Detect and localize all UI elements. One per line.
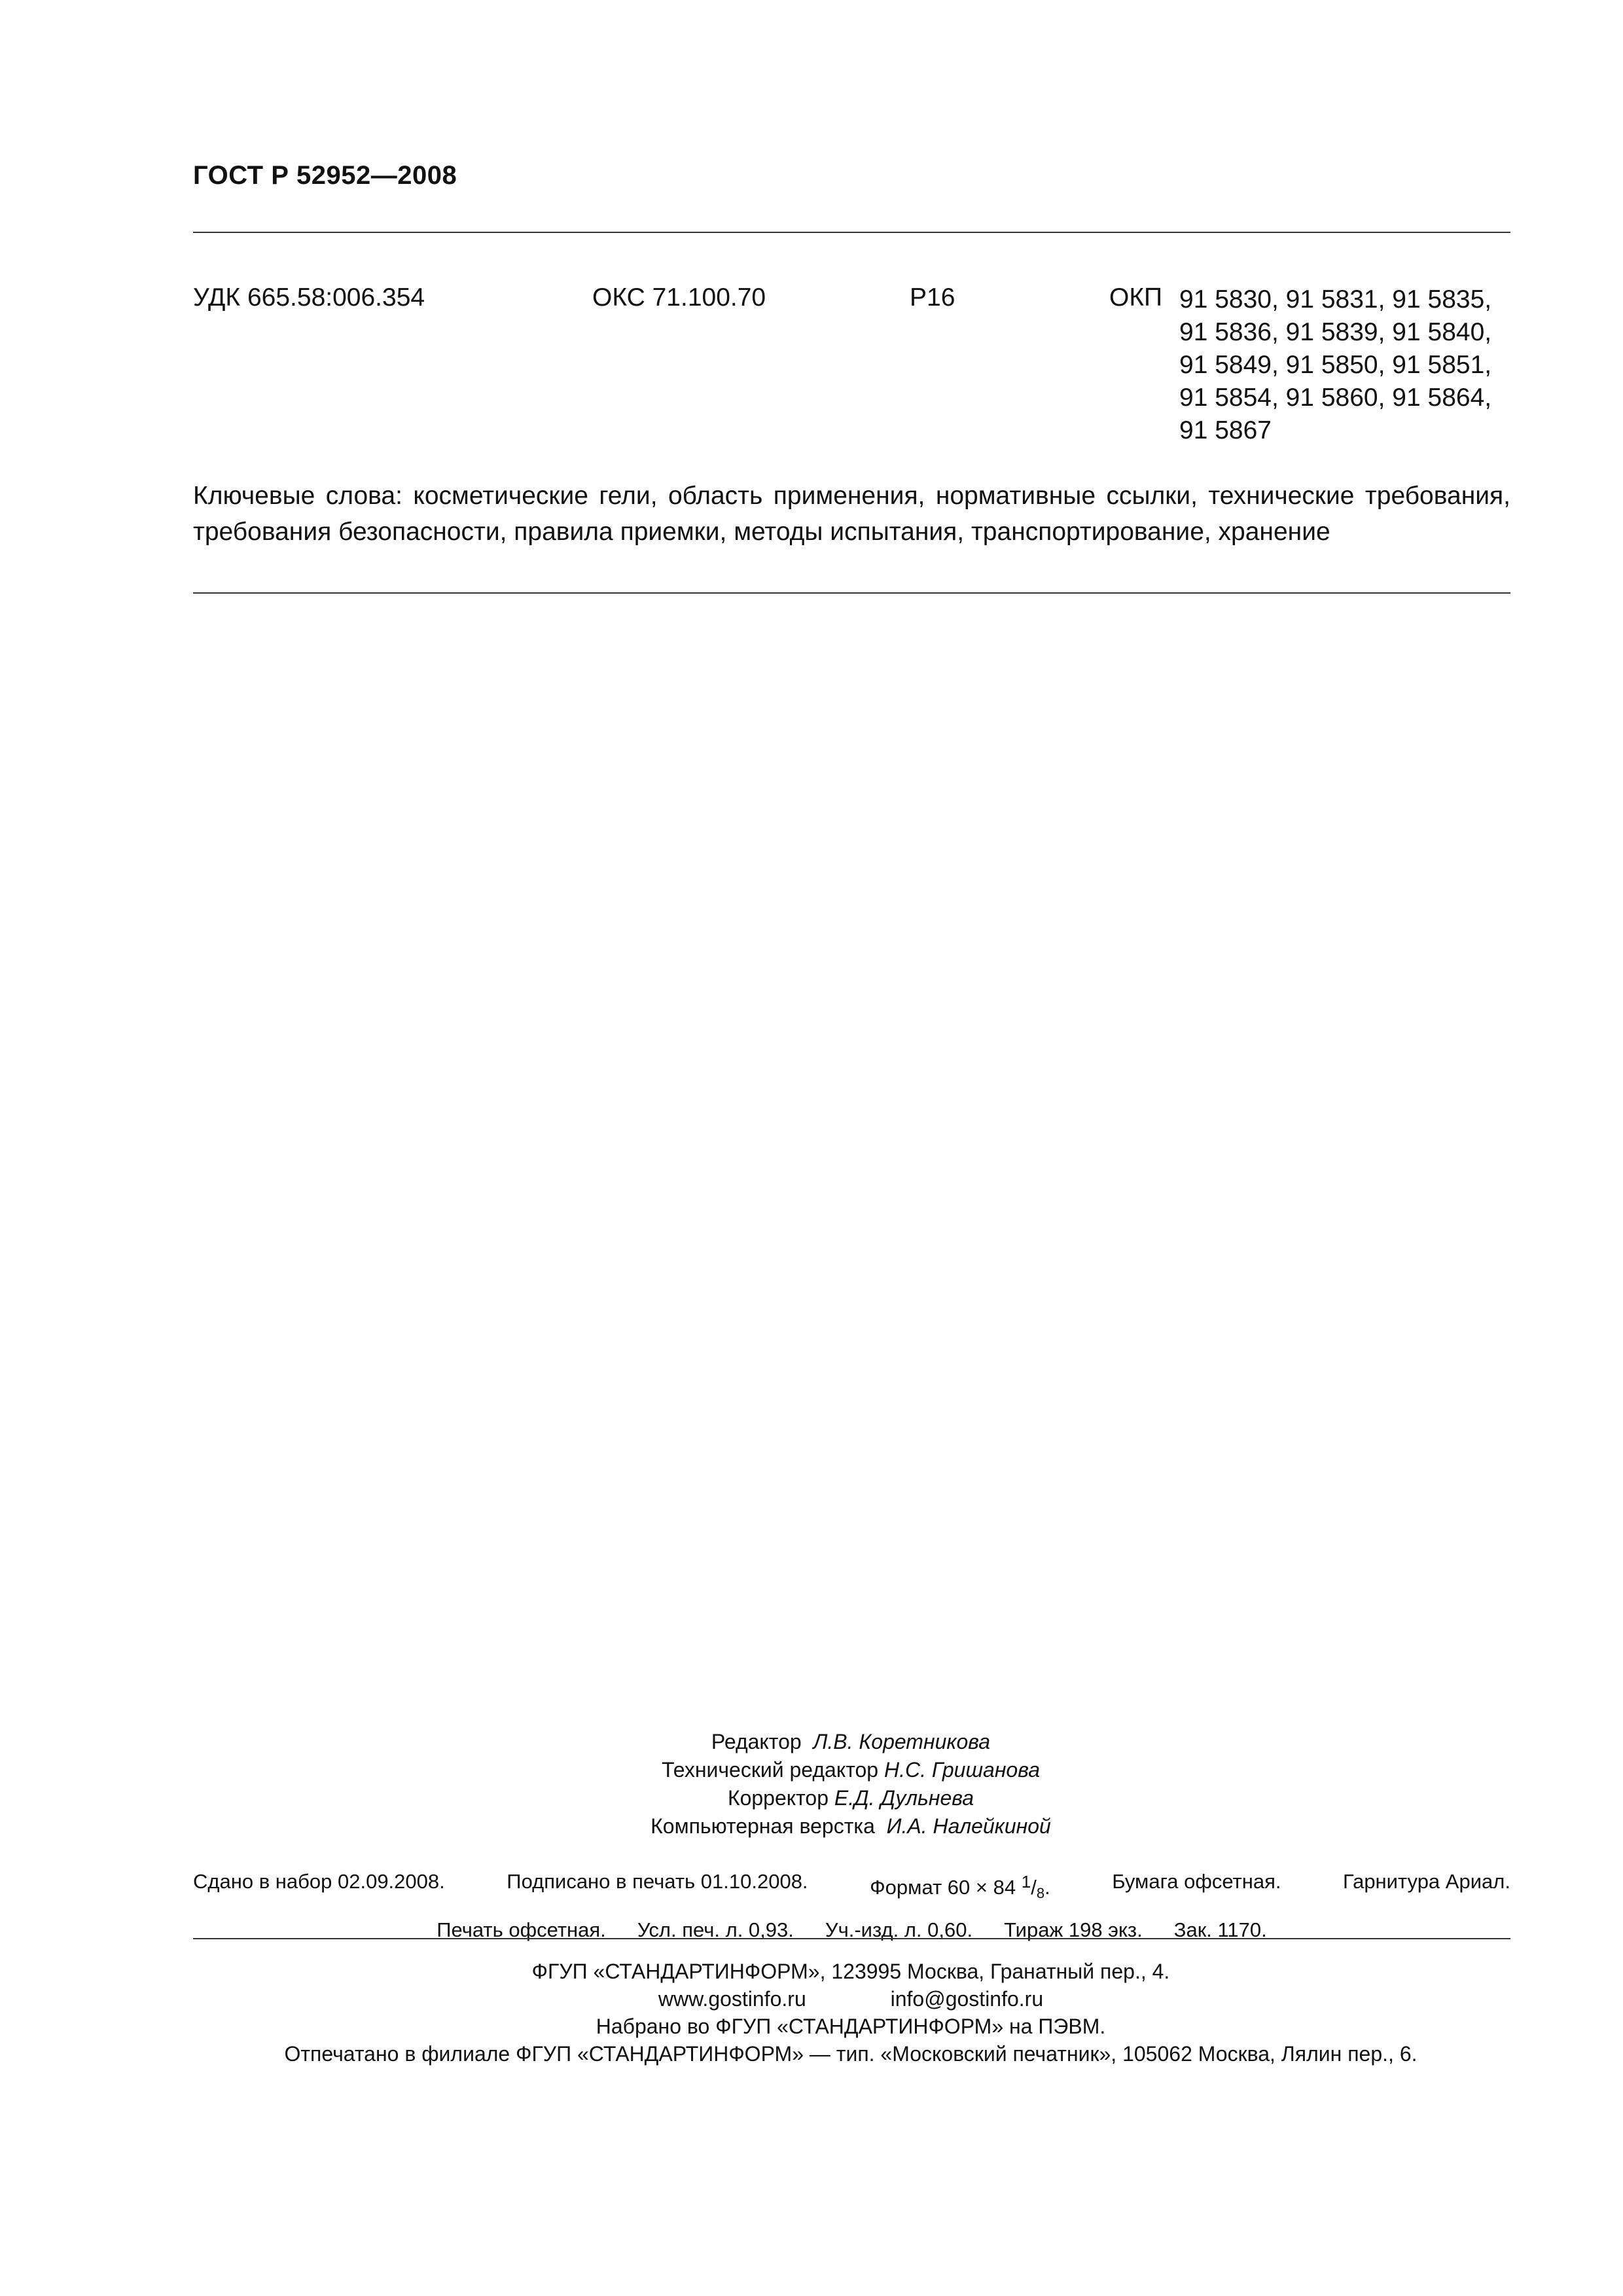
credit-role: Технический редактор <box>661 1758 879 1782</box>
okp-code-line: 91 5849, 91 5850, 91 5851, <box>1179 351 1492 379</box>
credit-tech-editor <box>0 1756 1623 1784</box>
publisher-contacts <box>0 1985 1623 2013</box>
credit-proofreader <box>0 1784 1623 1812</box>
publisher-email: info@gostinfo.ru <box>890 1987 1044 2011</box>
credit-role: Редактор <box>711 1730 802 1753</box>
format-info: Формат 60 × 84 $^1$/8. <box>870 1872 1050 1901</box>
okp-code-line: 91 5867 <box>1179 416 1272 444</box>
credit-name: И.А. Налейкиной <box>886 1814 1051 1838</box>
divider-top <box>193 232 1510 233</box>
credits-block <box>0 1728 1623 1840</box>
divider-imprint <box>193 1938 1510 1939</box>
okp-code-line: 91 5830, 91 5831, 91 5835, <box>1179 285 1492 314</box>
keywords-paragraph: Ключевые слова: косметические гели, область применения, нормативные ссылки, технические требования, требования безопасности, правила приемки, методы испытания, транспортирование, хранение <box>193 482 1510 546</box>
standard-code: ГОСТ Р 52952—2008 <box>193 161 457 190</box>
typeset-note: Набрано во ФГУП «СТАНДАРТИНФОРМ» на ПЭВМ. <box>596 2015 1106 2038</box>
credit-editor <box>0 1728 1623 1756</box>
okp-code-line: 91 5854, 91 5860, 91 5864, <box>1179 384 1492 412</box>
group-code: Р16 <box>910 283 955 312</box>
signed-date: Подписано в печать 01.10.2008. <box>507 1870 808 1893</box>
format-denominator: 8 <box>1036 1885 1045 1901</box>
imprint-block <box>193 1863 1510 1948</box>
font-info: Гарнитура Ариал. <box>1343 1870 1510 1893</box>
udk-code: УДК 665.58:006.354 <box>193 283 425 312</box>
imprint-row-1 <box>193 1863 1510 1912</box>
publisher-block <box>0 1958 1623 2068</box>
okp-label: ОКП <box>1109 283 1163 312</box>
printed-sheets: Усл. печ. л. 0,93. <box>637 1918 794 1941</box>
credit-role: Компьютерная верстка <box>651 1814 875 1838</box>
publisher-website: www.gostinfo.ru <box>658 1987 806 2011</box>
okp-code-list <box>1179 283 1520 447</box>
imprint-row-2 <box>193 1912 1510 1948</box>
format-prefix: Формат 60 × 84 <box>870 1876 1016 1899</box>
submitted-date: Сдано в набор 02.09.2008. <box>193 1870 445 1893</box>
credit-role: Корректор <box>727 1786 829 1810</box>
publisher-sheets: Уч.-изд. л. 0,60. <box>825 1918 973 1941</box>
oks-code: ОКС 71.100.70 <box>592 283 766 312</box>
print-run: Тираж 198 экз. <box>1004 1918 1143 1941</box>
credit-name: Н.С. Гришанова <box>883 1758 1041 1782</box>
credit-layout <box>0 1812 1623 1840</box>
paper-info: Бумага офсетная. <box>1112 1870 1281 1893</box>
credit-name: Л.В. Коретникова <box>813 1730 991 1753</box>
divider-keywords <box>193 592 1510 594</box>
publisher-address: ФГУП «СТАНДАРТИНФОРМ», 123995 Москва, Гранатный пер., 4. <box>531 1960 1170 1983</box>
okp-code-line: 91 5836, 91 5839, 91 5840, <box>1179 318 1492 346</box>
format-numerator: 1 <box>1021 1872 1031 1892</box>
printed-note: Отпечатано в филиале ФГУП «СТАНДАРТИНФОРМ» — тип. «Московский печатник», 105062 Москва, Лялин пер., 6. <box>284 2042 1418 2066</box>
printing-method: Печать офсетная. <box>437 1918 606 1941</box>
credit-name: Е.Д. Дульнева <box>834 1786 974 1810</box>
order-number: Зак. 1170. <box>1173 1918 1267 1941</box>
